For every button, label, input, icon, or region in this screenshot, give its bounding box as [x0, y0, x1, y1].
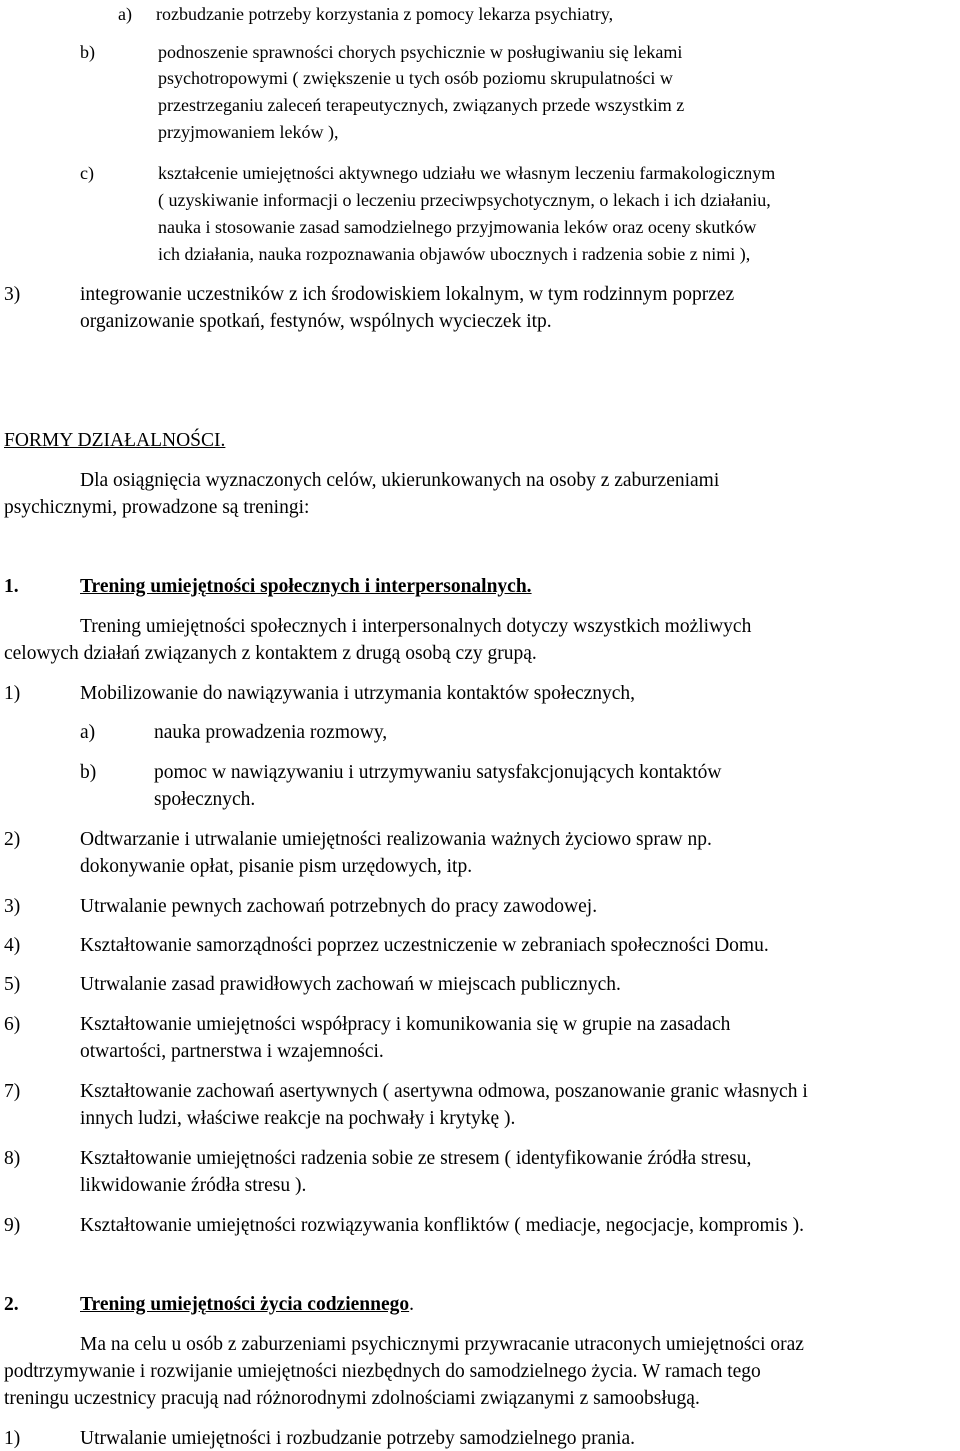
section-2-title-period: . — [409, 1294, 414, 1315]
list-item-line: Kształtowanie zachowań asertywnych ( asertywna odmowa, poszanowanie granic własnych i — [80, 1081, 808, 1102]
list-marker-c: c) — [80, 163, 94, 183]
forms-intro-line: psychicznymi, prowadzone są treningi: — [4, 497, 310, 518]
list-item-c-line: ( uzyskiwanie informacji o leczeniu przeciwpsychotycznym, o lekach i ich działaniu, — [158, 190, 771, 210]
list-item-line: otwartości, partnerstwa i wzajemności. — [80, 1041, 384, 1062]
list-marker: 8) — [4, 1148, 21, 1169]
list-item-line: Kształtowanie umiejętności radzenia sobie ze stresem ( identyfikowanie źródła stresu, — [80, 1148, 752, 1169]
section-1-title: Trening umiejętności społecznych i interpersonalnych. — [80, 576, 532, 597]
list-item-line: Utrwalanie umiejętności i rozbudzanie potrzeby samodzielnego prania. — [80, 1428, 635, 1449]
list-item-c-line: nauka i stosowanie zasad samodzielnego przyjmowania leków oraz oceny skutków — [158, 217, 757, 237]
section-2-intro-line: Ma na celu u osób z zaburzeniami psychicznymi przywracanie utraconych umiejętności oraz — [80, 1334, 804, 1355]
section-2-title-wrap — [80, 1293, 414, 1317]
list-item-b-line: przestrzeganiu zaleceń terapeutycznych, związanych przede wszystkim z — [158, 95, 685, 115]
list-marker: 6) — [4, 1014, 21, 1035]
list-marker: b) — [80, 762, 97, 783]
list-item-3-line: integrowanie uczestników z ich środowiskiem lokalnym, w tym rodzinnym poprzez — [80, 284, 735, 305]
list-item-b-line: podnoszenie sprawności chorych psychicznie w posługiwaniu się lekami — [158, 42, 683, 62]
list-item-a-line: rozbudzanie potrzeby korzystania z pomocy lekarza psychiatry, — [156, 4, 614, 24]
list-item-line: dokonywanie opłat, pisanie pism urzędowych, itp. — [80, 856, 473, 877]
list-item-line: likwidowanie źródła stresu ). — [80, 1175, 307, 1196]
list-item-3-line: organizowanie spotkań, festynów, wspólnych wycieczek itp. — [80, 311, 552, 332]
list-marker-b: b) — [80, 42, 95, 62]
list-marker: 2) — [4, 829, 21, 850]
list-item-line: Kształtowanie umiejętności rozwiązywania konfliktów ( mediacje, negocjacje, kompromis ). — [80, 1215, 804, 1236]
section-1-number: 1. — [4, 576, 19, 597]
section-1-intro-line: Trening umiejętności społecznych i interpersonalnych dotyczy wszystkich możliwych — [80, 616, 752, 637]
list-item-b-line: przyjmowaniem leków ), — [158, 122, 339, 142]
list-marker: 7) — [4, 1081, 21, 1102]
list-item-line: innych ludzi, właściwe reakcje na pochwały i krytykę ). — [80, 1108, 516, 1129]
list-item-line: nauka prowadzenia rozmowy, — [154, 722, 388, 743]
section-2-intro-line: treningu uczestnicy pracują nad różnorodnymi zdolnościami związanymi z samoobsługą. — [4, 1388, 700, 1409]
list-marker: a) — [80, 722, 96, 743]
section-2-title: Trening umiejętności życia codziennego — [80, 1294, 410, 1315]
list-item-line: pomoc w nawiązywaniu i utrzymywaniu satysfakcjonujących kontaktów — [154, 762, 722, 783]
section-heading-forms: FORMY DZIAŁALNOŚCI. — [4, 430, 226, 451]
list-marker: 5) — [4, 974, 21, 995]
section-2-number: 2. — [4, 1294, 19, 1315]
list-item-line: Odtwarzanie i utrwalanie umiejętności realizowania ważnych życiowo spraw np. — [80, 829, 712, 850]
list-item-line: Utrwalanie pewnych zachowań potrzebnych do pracy zawodowej. — [80, 896, 598, 917]
list-marker-a: a) — [118, 4, 132, 24]
list-marker: 3) — [4, 896, 21, 917]
list-item-b-line: psychotropowymi ( zwiększenie u tych osób poziomu skrupulatności w — [158, 68, 673, 88]
list-item-line: Kształtowanie umiejętności współpracy i komunikowania się w grupie na zasadach — [80, 1014, 731, 1035]
list-item-c-line: ich działania, nauka rozpoznawania objawów ubocznych i radzenia sobie z nimi ), — [158, 244, 751, 264]
list-marker-3: 3) — [4, 284, 21, 305]
section-2-intro-line: podtrzymywanie i rozwijanie umiejętności niezbędnych do samodzielnego życia. W ramach tego — [4, 1361, 761, 1382]
list-marker: 9) — [4, 1215, 21, 1236]
list-marker: 4) — [4, 935, 21, 956]
forms-intro-line: Dla osiągnięcia wyznaczonych celów, ukierunkowanych na osoby z zaburzeniami — [80, 470, 720, 491]
list-item-line: Kształtowanie samorządności poprzez uczestniczenie w zebraniach społeczności Domu. — [80, 935, 769, 956]
list-item-line: Utrwalanie zasad prawidłowych zachowań w miejscach publicznych. — [80, 974, 621, 995]
list-marker: 1) — [4, 1428, 21, 1449]
list-item-line: społecznych. — [154, 789, 256, 810]
list-item-line: Mobilizowanie do nawiązywania i utrzymania kontaktów społecznych, — [80, 683, 636, 704]
list-marker: 1) — [4, 683, 21, 704]
section-1-intro-line: celowych działań związanych z kontaktem z drugą osobą czy grupą. — [4, 643, 537, 664]
list-item-c-line: kształcenie umiejętności aktywnego udziału we własnym leczeniu farmakologicznym — [158, 163, 776, 183]
